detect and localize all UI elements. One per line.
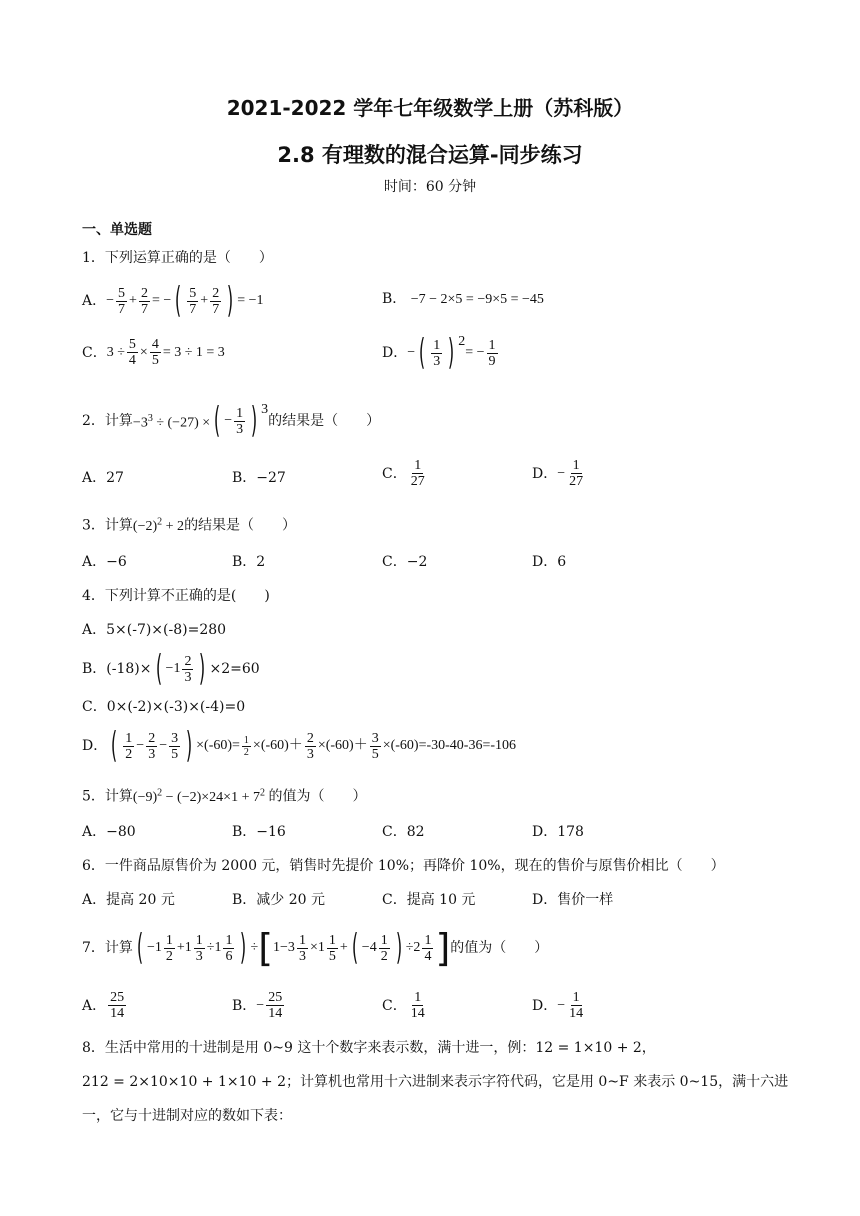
q5-option-b[interactable]: B．−16 — [232, 824, 286, 840]
question-5-stem: 5．计算$(-9)^2 - (-2)\times 24\times 1 + 7^2$ 的值为（ ） — [82, 787, 367, 805]
q2-option-a[interactable]: A．27 — [82, 470, 124, 486]
q1-option-a[interactable]: A． − $\frac{5}{7}$ + $\frac{2}{7}$ = − ( $\frac{5}{7}$ + $\frac{2}{7}$ ) = −1 — [82, 280, 264, 321]
q5-option-d[interactable]: D．178 — [532, 824, 584, 840]
q7-option-b[interactable]: B． − $\frac{25}{14}$ — [232, 990, 283, 1021]
question-2-stem: 2．计算 $-3^3 \div (-27)$ × ( − $\frac{1}{3}$ ) 3 的结果是（ ） — [82, 400, 381, 441]
q3-option-d[interactable]: D．6 — [532, 554, 567, 570]
question-8-line-2: 212 = 2×10×10 + 1×10 + 2；计算机也常用十六进制来表示字符代码，它是用 0~F 来表示 0~15，满十六进 — [82, 1074, 789, 1090]
question-1-stem: 1．下列运算正确的是（ ） — [82, 250, 273, 266]
q2-option-d[interactable]: D． − $\frac{1}{27}$ — [532, 458, 584, 489]
q1-option-c[interactable]: C． 3 ÷ $\frac{5}{4}$ × $\frac{4}{5}$ = 3 ÷ 1 = 3 — [82, 337, 225, 368]
section-heading: 一、单选题 — [82, 222, 152, 238]
q7-option-a[interactable]: A． $\frac{25}{14}$ — [82, 990, 125, 1021]
q6-option-b[interactable]: B．减少 20 元 — [232, 892, 326, 908]
q7-option-c[interactable]: C． $\frac{1}{14}$ — [382, 990, 425, 1021]
question-7-stem: 7．计算 ( −1 $\frac{1}{2}$ +1 $\frac{1}{3}$ ÷1 $\frac{1}{6}$ ) ÷ [ 1−3 $\frac{1}{3}$ ×1 $\frac{1}{5}$ + ( −4 $\frac{1}{2}$ ) ÷2 $\frac{1}{4}$ ] 的值为（ ） — [82, 926, 549, 970]
q4-option-d[interactable]: D． ( $\frac{1}{2}$ − $\frac{2}{3}$ − $\frac{3}{5}$ ) ×(-60)= $\frac{1}{2}$ ×(-60)＋ $\frac{2}{3}$ ×(-60)＋ $\frac{3}{5}$ ×(-60)=-30-40-36=-106 — [82, 725, 517, 766]
document-subtitle: 2.8 有理数的混合运算-同步练习 — [277, 143, 583, 167]
question-3-stem: 3．计算$(-2)^2 + 2$的结果是（ ） — [82, 516, 297, 534]
question-8-line-1: 8．生活中常用的十进制是用 0~9 这十个数字来表示数，满十进一，例：12 = 1×10 + 2， — [82, 1040, 656, 1056]
question-8-line-3: 一，它与十进制对应的数如下表： — [82, 1108, 292, 1124]
q3-option-a[interactable]: A．−6 — [82, 554, 127, 570]
document-title: 2021-2022 学年七年级数学上册（苏科版） — [226, 96, 634, 120]
question-4-stem: 4．下列计算不正确的是( ) — [82, 588, 270, 604]
time-limit: 时间：60 分钟 — [383, 179, 477, 195]
option-label: C． — [82, 344, 107, 361]
option-label: B． — [382, 291, 407, 307]
q3-option-b[interactable]: B．2 — [232, 554, 266, 570]
q4-option-b[interactable]: B．(-18)× ( −1 $\frac{2}{3}$ ) ×2=60 — [82, 648, 260, 689]
q4-option-c[interactable]: C．0×(-2)×(-3)×(-4)=0 — [82, 699, 246, 715]
q1-option-b[interactable] — [382, 290, 544, 309]
q6-option-a[interactable]: A．提高 20 元 — [82, 892, 175, 908]
q2-option-c[interactable]: C． $\frac{1}{27}$ — [382, 458, 425, 489]
q7-option-d[interactable]: D． − $\frac{1}{14}$ — [532, 990, 584, 1021]
q5-option-c[interactable]: C．82 — [382, 824, 425, 840]
q1-option-b-expr: −7 − 2×5 = −9×5 = −45 — [410, 292, 544, 307]
q4-option-a[interactable]: A．5×(-7)×(-8)=280 — [82, 622, 227, 638]
q1-option-d[interactable]: D． − ( $\frac{1}{3}$ ) 2 = − $\frac{1}{9}$ — [382, 332, 496, 373]
q5-option-a[interactable]: A．−80 — [82, 824, 136, 840]
option-label: D． — [382, 345, 408, 361]
option-label: A． — [82, 293, 107, 309]
q3-option-c[interactable]: C．−2 — [382, 554, 428, 570]
q2-option-b[interactable]: B．−27 — [232, 470, 286, 486]
q6-option-c[interactable]: C．提高 10 元 — [382, 892, 476, 908]
question-6-stem: 6．一件商品原售价为 2000 元，销售时先提价 10%；再降价 10%，现在的售价与原售价相比（ ） — [82, 858, 725, 874]
q6-option-d[interactable]: D．售价一样 — [532, 892, 614, 908]
